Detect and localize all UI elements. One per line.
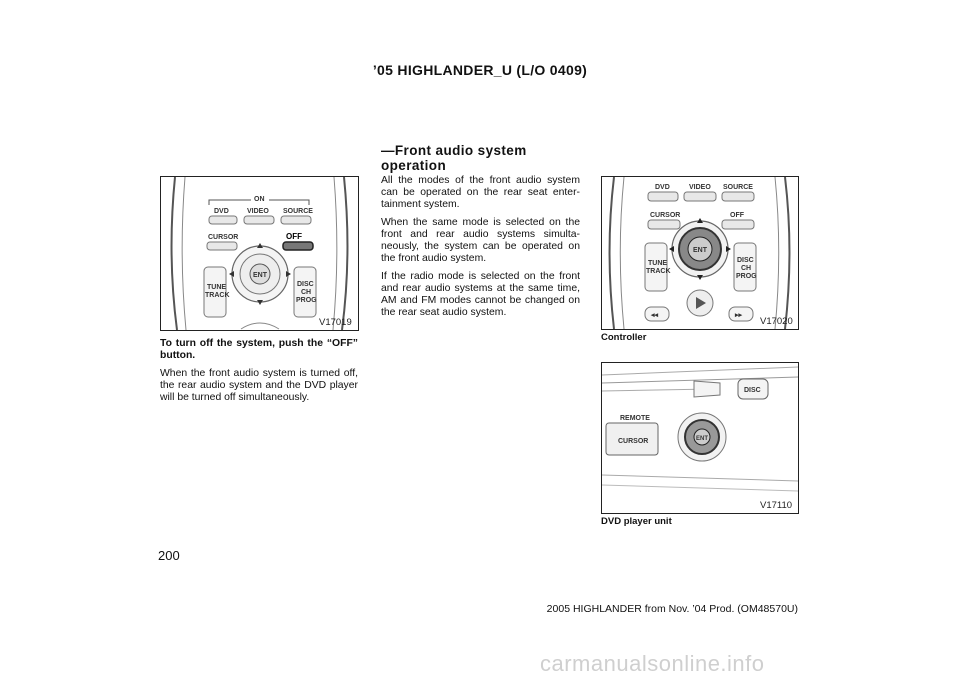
dvd-button: [209, 216, 237, 224]
source-button: [722, 192, 754, 201]
instruction-text: To turn off the system, push the “OFF” button.: [160, 338, 358, 361]
cursor-label: CURSOR: [208, 234, 239, 241]
middle-paragraph-2: When the same mode is selected on the front and rear audio systems simulta- neously, the system can be operated on the front audio system.: [381, 217, 580, 264]
cursor-button: [207, 242, 237, 250]
document-header: ’05 HIGHLANDER_U (L/O 0409): [372, 62, 588, 78]
ent-label: ENT: [693, 247, 707, 254]
tune-label: TUNE: [648, 260, 668, 267]
disc-label: DISC: [297, 281, 314, 288]
video-label: VIDEO: [689, 184, 711, 191]
watermark: carmanualsonline.info: [540, 651, 765, 676]
figure-code: V17110: [760, 500, 793, 511]
source-button: [281, 216, 311, 224]
eject-slot: [694, 381, 720, 397]
prog-label: PROG: [736, 273, 757, 280]
track-label: TRACK: [205, 292, 230, 299]
middle-text: [381, 175, 580, 325]
track-label: TRACK: [646, 268, 671, 275]
middle-paragraph-1: All the modes of the front audio system can be operated on the rear seat enter- tainment system.: [381, 175, 580, 210]
rewind-icon: ◂◂: [651, 312, 659, 319]
dvd-label: DVD: [655, 184, 670, 191]
off-label: OFF: [286, 232, 302, 241]
middle-paragraph-3: If the radio mode is selected on the front and rear audio systems at the same time, AM and FM modes cannot be changed on the rear seat audio system.: [381, 271, 580, 318]
document-footer: 2005 HIGHLANDER from Nov. ’04 Prod. (OM48570U): [546, 603, 798, 615]
dvd-player-caption: DVD player unit: [601, 516, 672, 527]
ch-label: CH: [741, 265, 752, 272]
controller-figure: [601, 176, 799, 330]
cursor-button: [648, 220, 680, 229]
video-button: [684, 192, 716, 201]
video-button: [244, 216, 274, 224]
disc-label: DISC: [737, 257, 754, 264]
remote-off-figure: [160, 176, 359, 331]
cursor-label: CURSOR: [650, 212, 681, 219]
off-label: OFF: [730, 212, 744, 219]
ch-label: CH: [301, 289, 312, 296]
source-label: SOURCE: [283, 208, 313, 215]
left-paragraph: When the front audio system is turned off, the rear audio system and the DVD player will be turned off simultaneously.: [160, 368, 358, 403]
tune-track-button: [645, 243, 667, 291]
figure-code: V17020: [760, 316, 793, 327]
fast-forward-icon: ▸▸: [735, 312, 743, 319]
disc-label: DISC: [744, 387, 761, 394]
ent-label: ENT: [696, 436, 708, 442]
dvd-label: DVD: [214, 208, 229, 215]
off-button: [722, 220, 754, 229]
remote-label: REMOTE: [620, 415, 650, 422]
off-button-highlighted: [283, 242, 313, 250]
cursor-label: CURSOR: [618, 438, 649, 445]
left-text: [160, 338, 358, 410]
ent-label: ENT: [253, 272, 267, 279]
dvd-button: [648, 192, 678, 201]
controller-caption: Controller: [601, 332, 647, 343]
on-label: ON: [254, 196, 265, 203]
section-title: —Front audio system operation: [381, 143, 527, 173]
video-label: VIDEO: [247, 208, 269, 215]
dvd-player-figure: [601, 362, 799, 514]
page-number: 200: [158, 548, 180, 563]
tune-label: TUNE: [207, 284, 227, 291]
prog-label: PROG: [296, 297, 317, 304]
source-label: SOURCE: [723, 184, 753, 191]
figure-code: V17019: [319, 317, 352, 328]
